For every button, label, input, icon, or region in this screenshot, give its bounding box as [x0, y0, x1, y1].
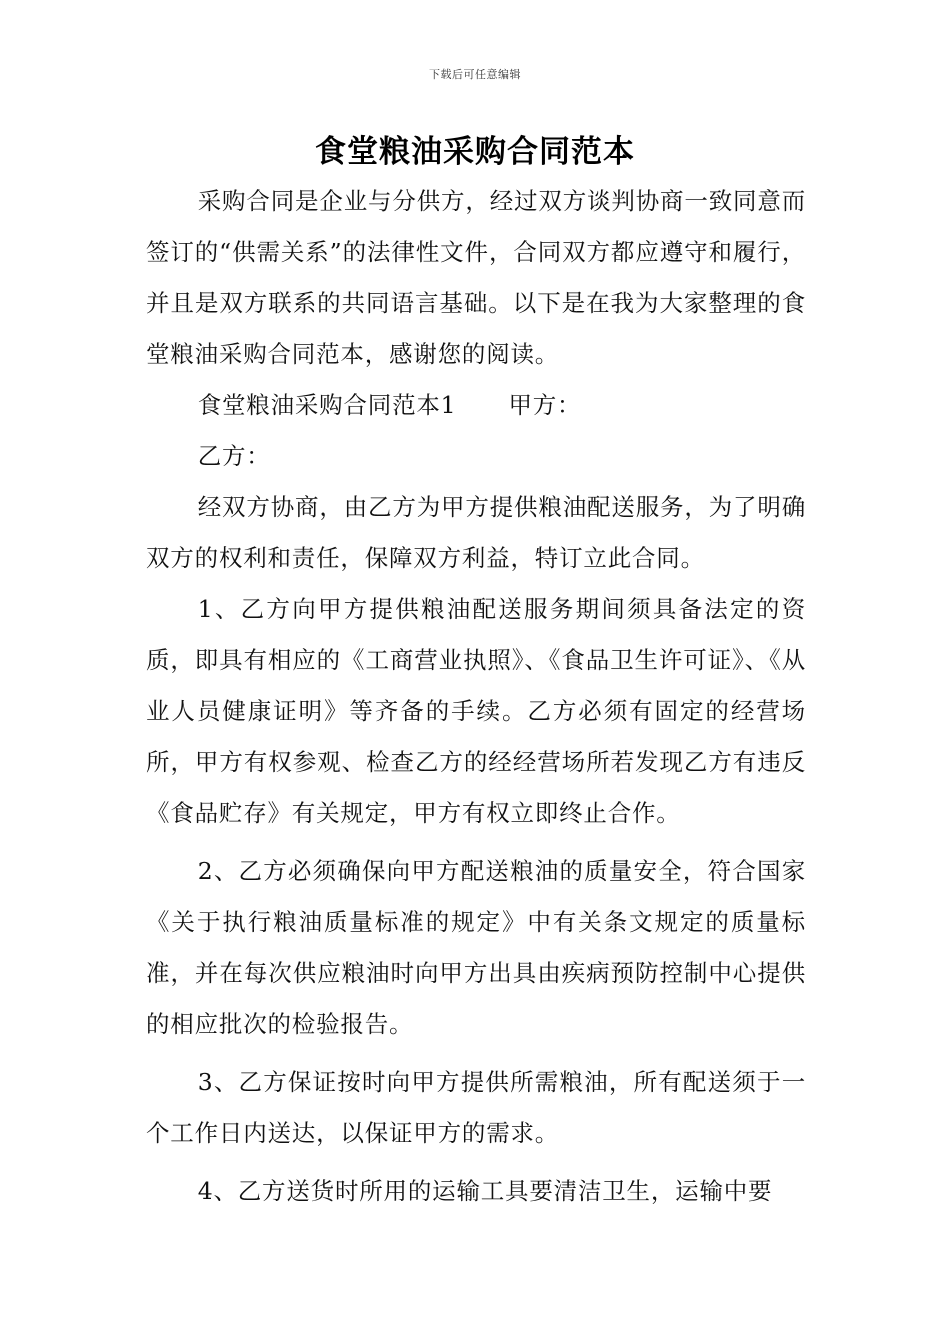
party-b-label: 乙方：	[197, 442, 271, 470]
clause-paragraph: 1、乙方向甲方提供粮油配送服务期间须具备法定的资质，即具有相应的《工商营业执照》、《食品卫生许可证》、《从业人员健康证明》等齐备的手续。乙方必须有固定的经营场所，甲方有权参观、检查乙方的经经营场所若发现乙方有违反《食品贮存》有关规定，甲方有权立即终止合作。	[146, 595, 806, 827]
section-heading: 食堂粮油采购合同范本1	[197, 391, 457, 419]
intro-paragraph: 采购合同是企业与分供方，经过双方谈判协商一致同意而签订的“供需关系”的法律性文件，合同双方都应遵守和履行，并且是双方联系的共同语言基础。以下是在我为大家整理的食堂粮油采购合同范本，感谢您的阅读。	[146, 187, 806, 368]
clause-paragraph: 4、乙方送货时所用的运输工具要清洁卫生，运输中要	[197, 1177, 773, 1205]
document-body	[146, 176, 806, 1217]
preamble-paragraph: 经双方协商，由乙方为甲方提供粮油配送服务，为了明确双方的权利和责任，保障双方利益，特订立此合同。	[146, 493, 806, 572]
clause-paragraph: 3、乙方保证按时向甲方提供所需粮油，所有配送须于一个工作日内送达，以保证甲方的需求。	[146, 1068, 806, 1147]
document-title: 食堂粮油采购合同范本	[315, 134, 635, 170]
page-header-note: 下载后可任意编辑	[429, 68, 521, 81]
section-heading-line	[146, 380, 806, 431]
party-a-label: 甲方：	[508, 391, 582, 419]
clause-paragraph: 2、乙方必须确保向甲方配送粮油的质量安全，符合国家《关于执行粮油质量标准的规定》中有关条文规定的质量标准，并在每次供应粮油时向甲方出具由疾病预防控制中心提供的相应批次的检验报告。	[146, 857, 806, 1038]
